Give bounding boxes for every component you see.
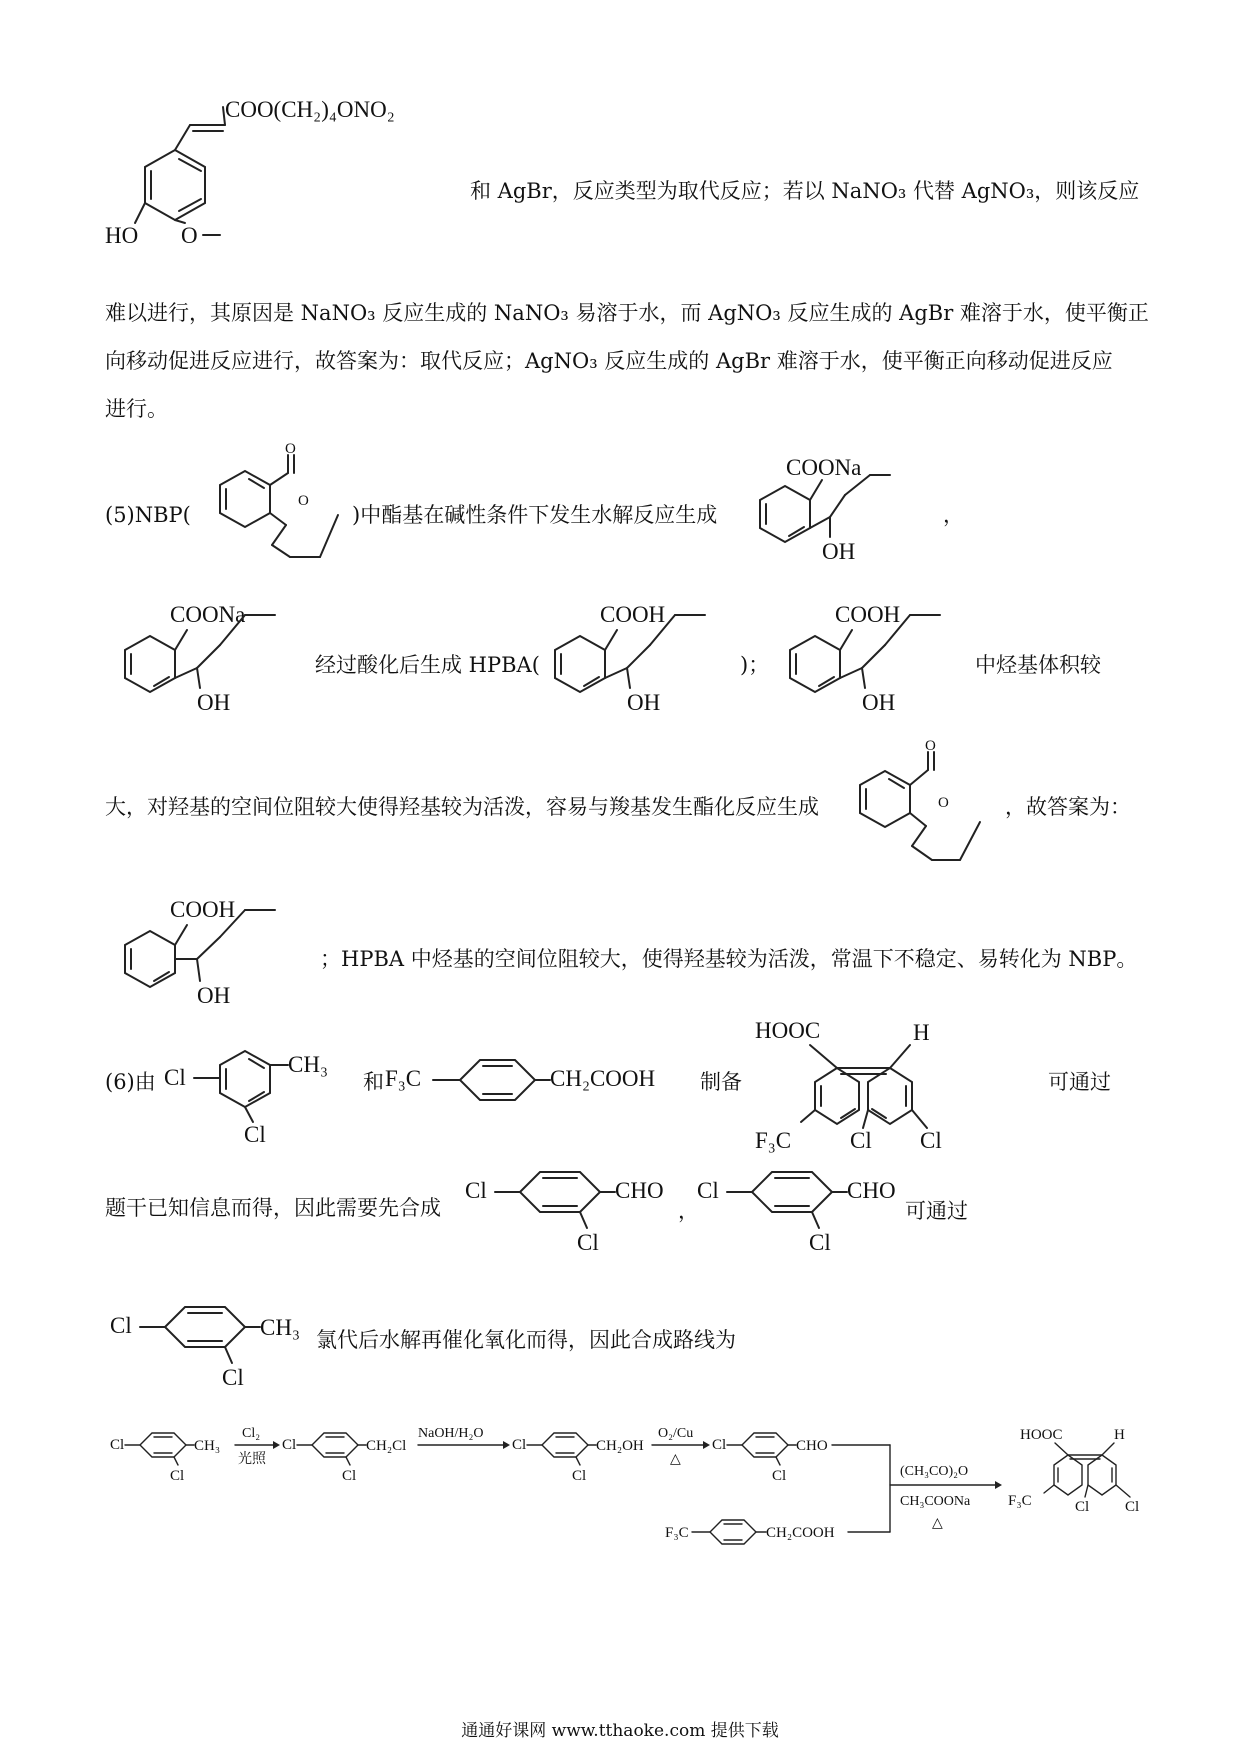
- route-cho: CHO: [796, 1438, 828, 1454]
- route-step3-top: O₂/Cu: [658, 1426, 694, 1441]
- cl-label-8: Cl: [809, 1230, 831, 1255]
- route-cl-10: Cl: [1125, 1499, 1140, 1515]
- ester-chain-label: COO(CH₂)₄ONO₂: [225, 97, 395, 122]
- route-ch2oh: CH₂OH: [596, 1438, 644, 1454]
- route-cl-3: Cl: [282, 1437, 297, 1453]
- p5-conclusion: ；HPBA 中烃基的空间位阻较大，使得羟基较为活泼，常温下不稳定、易转化为 NBP。: [320, 947, 1138, 971]
- oh-label-2: OH: [197, 690, 231, 715]
- dichlorobenzaldehyde-structure-2: [697, 1150, 917, 1270]
- p6-and: 和: [363, 1070, 384, 1094]
- p5-after-nbp: )中酯基在碱性条件下发生水解反应生成: [352, 503, 718, 527]
- route-h: H: [1114, 1427, 1125, 1443]
- oh-label-5: OH: [197, 983, 231, 1008]
- oh-label-4: OH: [862, 690, 896, 715]
- route-cl-2: Cl: [170, 1468, 185, 1484]
- p5-close-paren: )；: [740, 653, 770, 677]
- cooh-label: COOH: [600, 602, 666, 627]
- p6-via: 可通过: [1048, 1070, 1111, 1094]
- route-ch3: CH₃: [194, 1438, 221, 1454]
- oh-label-3: OH: [627, 690, 661, 715]
- dichlorotoluene-structure-1: [160, 1020, 360, 1147]
- cl-label-9: Cl: [110, 1313, 132, 1338]
- oh-label: OH: [822, 539, 856, 564]
- hpba-structure-3: [105, 895, 325, 1015]
- cl-label-1: Cl: [164, 1065, 186, 1090]
- route-step4-top: (CH₃CO)₂O: [900, 1464, 969, 1479]
- route-cl-5: Cl: [512, 1437, 527, 1453]
- hooc-label-1: HOOC: [755, 1018, 821, 1043]
- route-step2-top: NaOH/H₂O: [418, 1426, 484, 1441]
- p6-make: 制备: [700, 1070, 742, 1094]
- p4-line-3: 向移动促进反应进行，故答案为：取代反应；AgNO₃ 反应生成的 AgBr 难溶于水，使平衡正向移动促进反应: [105, 349, 1113, 373]
- route-step1-bottom: 光照: [238, 1452, 266, 1467]
- route-step1-top: Cl₂: [242, 1426, 261, 1441]
- cho-label-1: CHO: [615, 1178, 664, 1203]
- p5-prefix: (5)NBP(: [105, 503, 191, 527]
- h-label-1: H: [913, 1020, 930, 1045]
- route-cl-8: Cl: [772, 1468, 787, 1484]
- ch3-label-1: CH₃: [288, 1052, 328, 1077]
- p5-line-2: 大，对羟基的空间位阻较大使得羟基较为活泼，容易与羧基发生酯化反应生成: [105, 795, 819, 819]
- ring-o-label: O: [298, 493, 309, 509]
- p5-acidify: 经过酸化后生成 HPBA(: [315, 653, 540, 677]
- ferulate-nitrate-structure: [105, 95, 445, 275]
- cl-label-4: Cl: [920, 1128, 942, 1153]
- dichlorotoluene-structure-2: [110, 1285, 320, 1395]
- carbonyl-o-label: O: [285, 441, 296, 457]
- hpba-structure-1: [535, 600, 755, 720]
- carbonyl-o-label-2: O: [925, 738, 936, 754]
- route-hooc: HOOC: [1020, 1427, 1063, 1443]
- f3c-label-1: F₃C: [385, 1066, 422, 1091]
- trifluoromethylphenylacetic-acid-structure: [385, 1030, 715, 1120]
- nbp-structure-2: [840, 740, 1010, 870]
- nbp-structure-1: [190, 441, 350, 570]
- p5-answer: ，故答案为：: [1005, 795, 1131, 819]
- route-cl-4: Cl: [342, 1468, 357, 1484]
- route-cl-7: Cl: [712, 1437, 727, 1453]
- p6-via-2: 可通过: [905, 1199, 968, 1223]
- cooh-label-2: COOH: [835, 602, 901, 627]
- p5-comma: ，: [943, 503, 964, 527]
- ch2cooh-label-1: CH₂COOH: [550, 1066, 656, 1091]
- p4-line-1: 和 AgBr，反应类型为取代反应；若以 NaNO₃ 代替 AgNO₃，则该反应: [470, 179, 1140, 203]
- cl-label-7: Cl: [697, 1178, 719, 1203]
- route-f3c-product: F₃C: [1008, 1493, 1032, 1509]
- route-ch2cl: CH₂Cl: [366, 1438, 407, 1454]
- ho-label: HO: [105, 223, 139, 248]
- route-step3-bottom: △: [670, 1452, 681, 1467]
- cl-label-2: Cl: [244, 1122, 266, 1147]
- ch3-label-2: CH₃: [260, 1315, 300, 1340]
- ring-o-label-2: O: [938, 795, 949, 811]
- coona-label: COONa: [786, 455, 862, 480]
- cl-label-6: Cl: [577, 1230, 599, 1255]
- route-cl-6: Cl: [572, 1468, 587, 1484]
- synthesis-route-scheme: [110, 1415, 1220, 1565]
- cho-label-2: CHO: [847, 1178, 896, 1203]
- cl-label-3: Cl: [850, 1128, 872, 1153]
- route-step4-bottom: △: [932, 1516, 943, 1531]
- cooh-label-3: COOH: [170, 897, 236, 922]
- p5-bulky: 中烃基体积较: [975, 653, 1101, 677]
- route-ch2cooh: CH₂COOH: [766, 1525, 835, 1541]
- p6-line-3: 氯代后水解再催化氧化而得，因此合成路线为: [316, 1328, 736, 1352]
- p6-comma: ，: [678, 1199, 699, 1223]
- p4-line-4: 进行。: [105, 397, 168, 421]
- cl-label-10: Cl: [222, 1365, 244, 1390]
- page-footer: 通通好课网 www.tthaoke.com 提供下载: [461, 1721, 779, 1741]
- p6-prefix: (6)由: [105, 1070, 156, 1094]
- sodium-salt-structure-1: [730, 455, 930, 575]
- dichlorobenzaldehyde-structure-1: [465, 1150, 685, 1270]
- f3c-label-2: F₃C: [755, 1128, 792, 1153]
- p6-line-2: 题干已知信息而得，因此需要先合成: [105, 1196, 441, 1220]
- coona-label-2: COONa: [170, 602, 246, 627]
- route-cl-1: Cl: [110, 1437, 125, 1453]
- route-step4-mid: CH₃COONa: [900, 1494, 971, 1509]
- route-f3c: F₃C: [665, 1525, 689, 1541]
- route-cl-9: Cl: [1075, 1499, 1090, 1515]
- target-product-structure: [755, 1010, 1045, 1160]
- p4-line-2: 难以进行，其原因是 NaNO₃ 反应生成的 NaNO₃ 易溶于水，而 AgNO₃ 反应生成的 AgBr 难溶于水，使平衡正: [105, 301, 1149, 325]
- sodium-salt-structure-2: [105, 600, 325, 720]
- methoxy-o-label: O: [181, 223, 198, 248]
- hpba-structure-2: [770, 600, 990, 720]
- cl-label-5: Cl: [465, 1178, 487, 1203]
